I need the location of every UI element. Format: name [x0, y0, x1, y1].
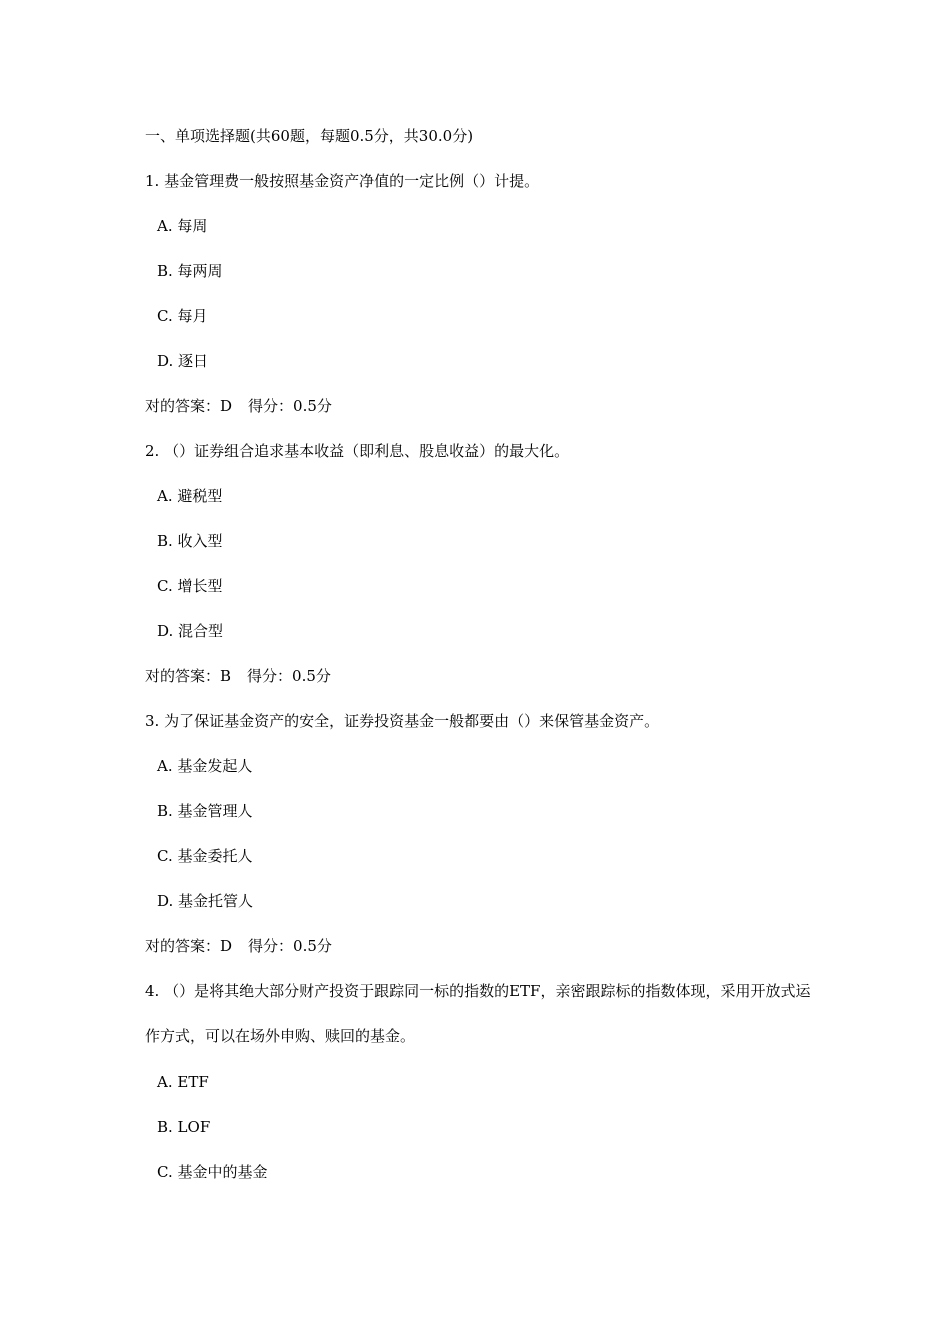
score: 得分：0.5分: [247, 667, 331, 685]
question-stem: 1. 基金管理费一般按照基金资产净值的一定比例（）计提。: [145, 172, 540, 190]
correct-answer: 对的答案：B: [145, 667, 232, 685]
answer-line: [145, 396, 825, 416]
score: 得分：0.5分: [248, 937, 332, 955]
option-a: A. 每周: [157, 217, 208, 235]
question-1: [145, 171, 825, 416]
question-4: [145, 969, 825, 1182]
section-heading: 一、单项选择题(共60题，每题0.5分，共30.0分): [145, 127, 474, 145]
option-d: D. 混合型: [157, 622, 224, 640]
question-stem: 3. 为了保证基金资产的安全，证券投资基金一般都要由（）来保管基金资产。: [145, 712, 660, 730]
option-c: C. 基金中的基金: [157, 1163, 268, 1181]
answer-line: [145, 936, 825, 956]
question-stem: 4. （）是将其绝大部分财产投资于跟踪同一标的指数的ETF，亲密跟踪标的指数体现，采用开放式运作方式，可以在场外申购、赎回的基金。: [145, 982, 811, 1045]
option-b: B. 收入型: [157, 532, 223, 550]
question-2: [145, 441, 825, 686]
document-page: [145, 126, 825, 1207]
option-a: A. 避税型: [157, 487, 223, 505]
option-c: C. 基金委托人: [157, 847, 253, 865]
answer-line: [145, 666, 825, 686]
option-c: C. 增长型: [157, 577, 223, 595]
option-b: B. LOF: [157, 1118, 211, 1136]
option-b: B. 基金管理人: [157, 802, 253, 820]
correct-answer: 对的答案：D: [145, 397, 233, 415]
option-c: C. 每月: [157, 307, 208, 325]
option-a: A. 基金发起人: [157, 757, 253, 775]
option-d: D. 基金托管人: [157, 892, 254, 910]
question-stem: 2. （）证券组合追求基本收益（即利息、股息收益）的最大化。: [145, 442, 570, 460]
option-b: B. 每两周: [157, 262, 223, 280]
option-d: D. 逐日: [157, 352, 209, 370]
option-a: A. ETF: [157, 1073, 209, 1091]
correct-answer: 对的答案：D: [145, 937, 233, 955]
question-3: [145, 711, 825, 956]
score: 得分：0.5分: [248, 397, 332, 415]
